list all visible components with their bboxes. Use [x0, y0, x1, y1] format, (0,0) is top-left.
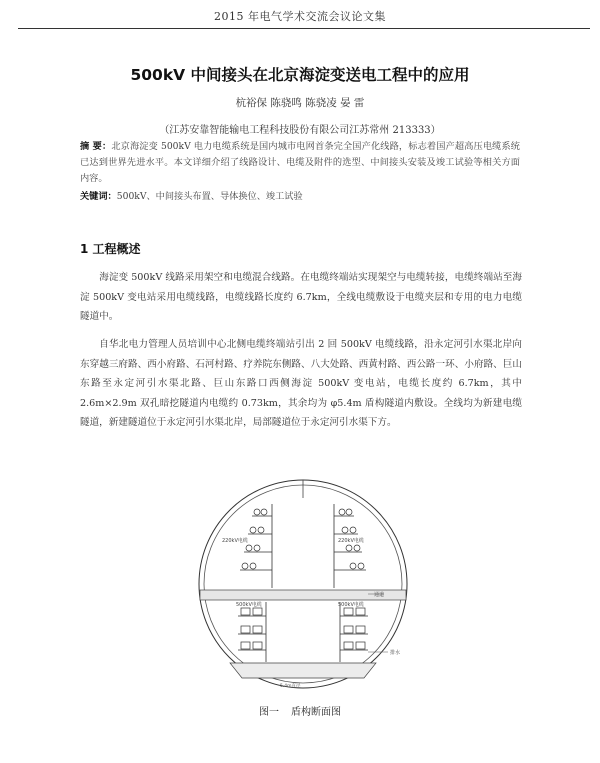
header-rule [18, 28, 590, 29]
paragraph-2: 自华北电力管理人员培训中心北侧电缆终端站引出 2 回 500kV 电缆线路，沿永定河引水渠北岸向东穿越三府路、西小府路、石河村路、疗养院东侧路、八大处路、西黄村路、西公路一环、小府路、巨山东路至永定河引水渠北路、巨山东路口西侧海淀 500kV 变电站，电缆长度约 6.7km，其中 2.6m×2.9m 双孔暗挖隧道内电缆约 0.73km，其余均为 φ5.4m 盾构隧道内敷设。全线均为新建电缆隧道，新建隧道位于永定河引水渠北岸，局部隧道位于永定河引水渠下方。 [80, 339, 522, 428]
running-header: 2015 年电气学术交流会议论文集 [214, 10, 386, 23]
keywords-text: 500kV、中间接头布置、导体换位、竣工试验 [116, 191, 303, 202]
abstract-label: 摘 要： [80, 141, 112, 152]
section-heading: 1 工程概述 [80, 242, 141, 256]
keywords [80, 188, 520, 202]
tunnel-diagram [168, 478, 438, 690]
base-invert [230, 663, 376, 678]
label-drain: 排水 [390, 650, 401, 656]
lower-cables [241, 608, 365, 649]
tunnel-outer-ring [199, 480, 407, 688]
label-220kv-right: 220kV电缆 [338, 538, 364, 544]
paragraph-1: 海淀变 500kV 线路采用架空和电缆混合线路。在电缆终端站实现架空与电缆转接，电缆终端站至海淀 500kV 变电站采用电缆线路，电缆线路长度约 6.7km，全线电缆敷设于电缆夹层和专用的电力电缆隧道中。 [80, 272, 522, 322]
label-220kv-left: 220kV电缆 [222, 538, 248, 544]
tunnel-cross-section-figure [168, 478, 438, 690]
label-500kv-right: 500kV电缆 [338, 602, 364, 608]
abstract-text: 北京海淀变 500kV 电力电缆系统是国内城市电网首条完全国产化线路，标志着国产超高压电缆系统已达到世界先进水平。本文详细介绍了线路设计、电缆及附件的选型、中间接头安装及竣工试验等相关方面内容。 [80, 141, 520, 184]
figure-caption [0, 703, 600, 718]
label-500kv-left: 500kV电缆 [236, 602, 262, 608]
tunnel-inner-ring [204, 485, 402, 683]
paper-authors: 杭裕保 陈骁鸣 陈骁凌 晏 雷 [235, 97, 365, 109]
keywords-label: 关键词： [80, 191, 117, 202]
figure-caption-text: 盾构断面图 [291, 707, 341, 718]
label-walkway: 通道 [374, 592, 385, 598]
label-diameter: 5.4m直径 [280, 684, 301, 689]
paper-title: 500kV 中间接头在北京海淀变送电工程中的应用 [130, 66, 470, 84]
figure-number: 图一 [259, 707, 279, 718]
paper-affiliation: （江苏安靠智能输电工程科技股份有限公司江苏常州 213333） [159, 125, 441, 136]
abstract [80, 139, 520, 187]
